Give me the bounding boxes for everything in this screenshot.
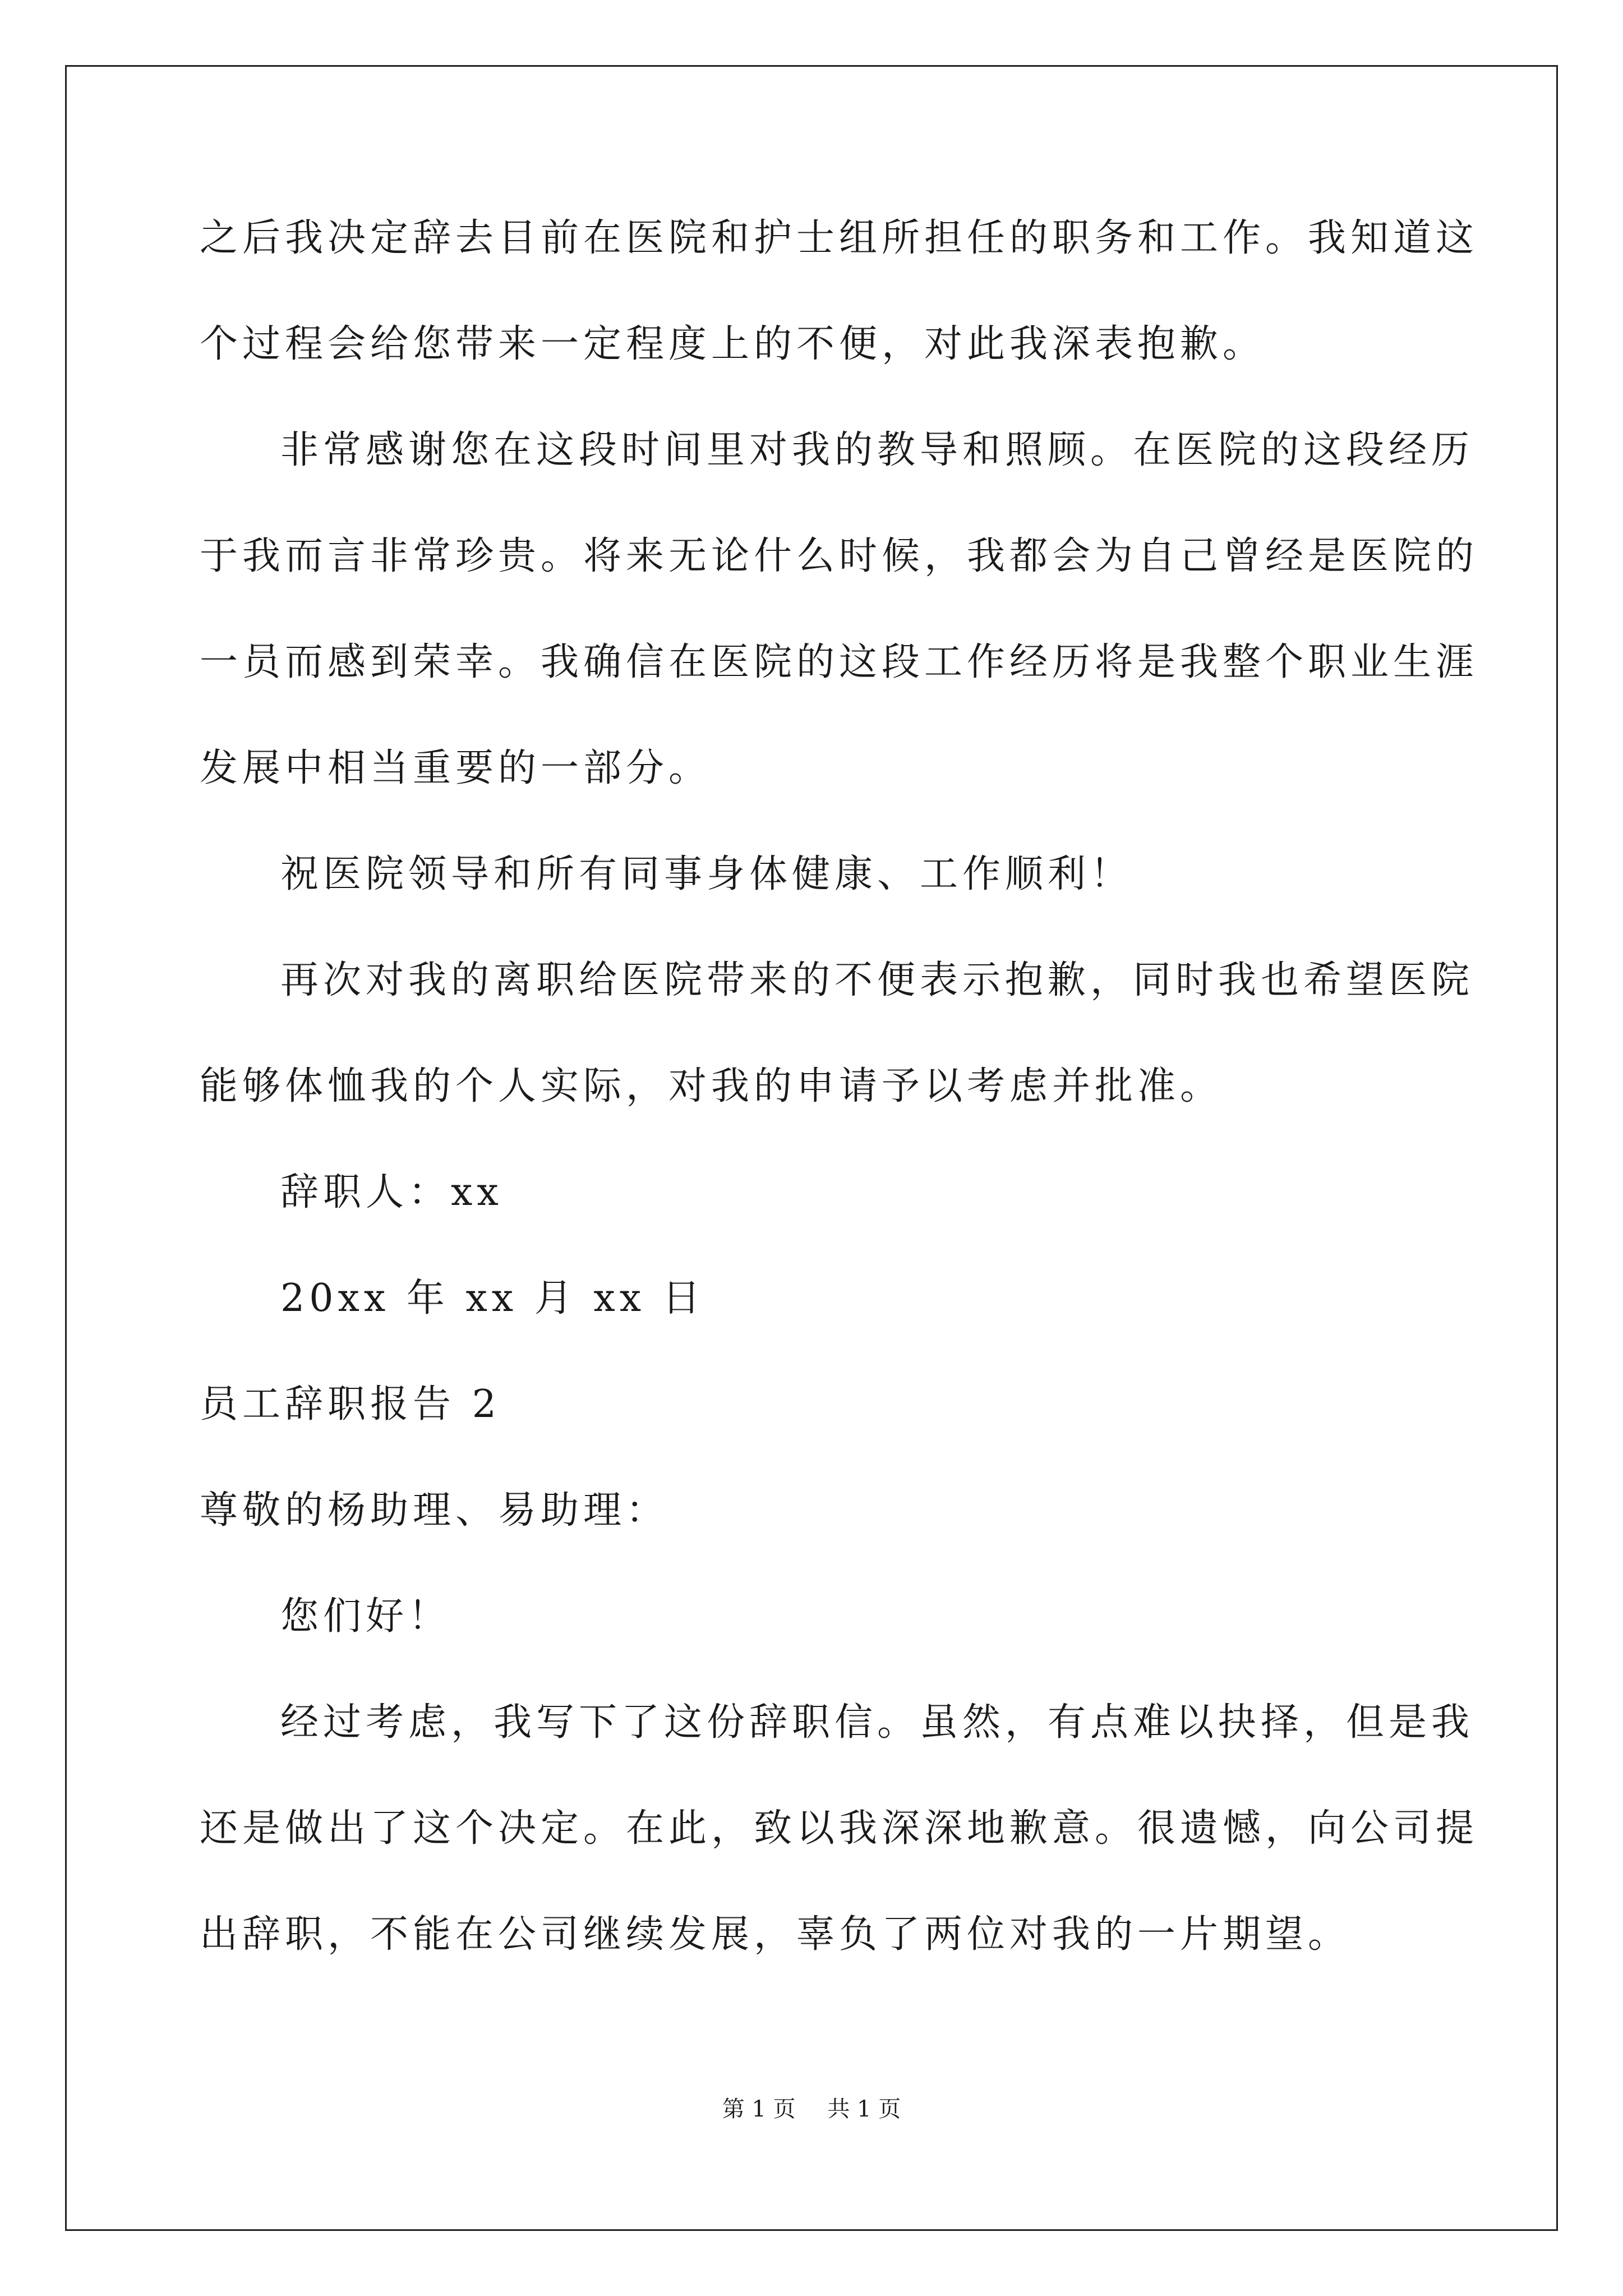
body-line: 一员而感到荣幸。我确信在医院的这段工作经历将是我整个职业生涯 (200, 640, 1479, 684)
body-line: 能够体恤我的个人实际，对我的申请予以考虑并批准。 (200, 1064, 1223, 1108)
page-footer (0, 2095, 1623, 2123)
paragraph-start-line: 祝医院领导和所有同事身体健康、工作顺利！ (280, 852, 1133, 896)
paragraph-start-line: 再次对我的离职给医院带来的不便表示抱歉，同时我也希望医院 (280, 958, 1474, 1002)
page-number: 第 1 页 (722, 2096, 796, 2122)
salutation-line: 尊敬的杨助理、易助理： (200, 1488, 669, 1533)
section-heading: 员工辞职报告 2 (200, 1382, 501, 1427)
date-line: 20xx 年 xx 月 xx 日 (280, 1276, 705, 1320)
body-line: 还是做出了这个决定。在此，致以我深深地歉意。很遗憾，向公司提 (200, 1806, 1479, 1851)
page-border (65, 65, 1558, 2231)
body-line: 之后我决定辞去目前在医院和护士组所担任的职务和工作。我知道这 (200, 216, 1479, 260)
paragraph-start-line: 经过考虑，我写下了这份辞职信。虽然，有点难以抉择，但是我 (280, 1700, 1474, 1745)
body-line: 个过程会给您带来一定程度上的不便，对此我深表抱歉。 (200, 322, 1266, 366)
page-total: 共 1 页 (827, 2096, 901, 2122)
signature-line: 辞职人：xx (280, 1170, 503, 1214)
greeting-line: 您们好！ (280, 1594, 451, 1639)
body-line: 出辞职，不能在公司继续发展，辜负了两位对我的一片期望。 (200, 1912, 1351, 1957)
paragraph-start-line: 非常感谢您在这段时间里对我的教导和照顾。在医院的这段经历 (280, 428, 1474, 472)
body-line: 发展中相当重要的一部分。 (200, 746, 712, 790)
body-line: 于我而言非常珍贵。将来无论什么时候，我都会为自己曾经是医院的 (200, 534, 1479, 578)
